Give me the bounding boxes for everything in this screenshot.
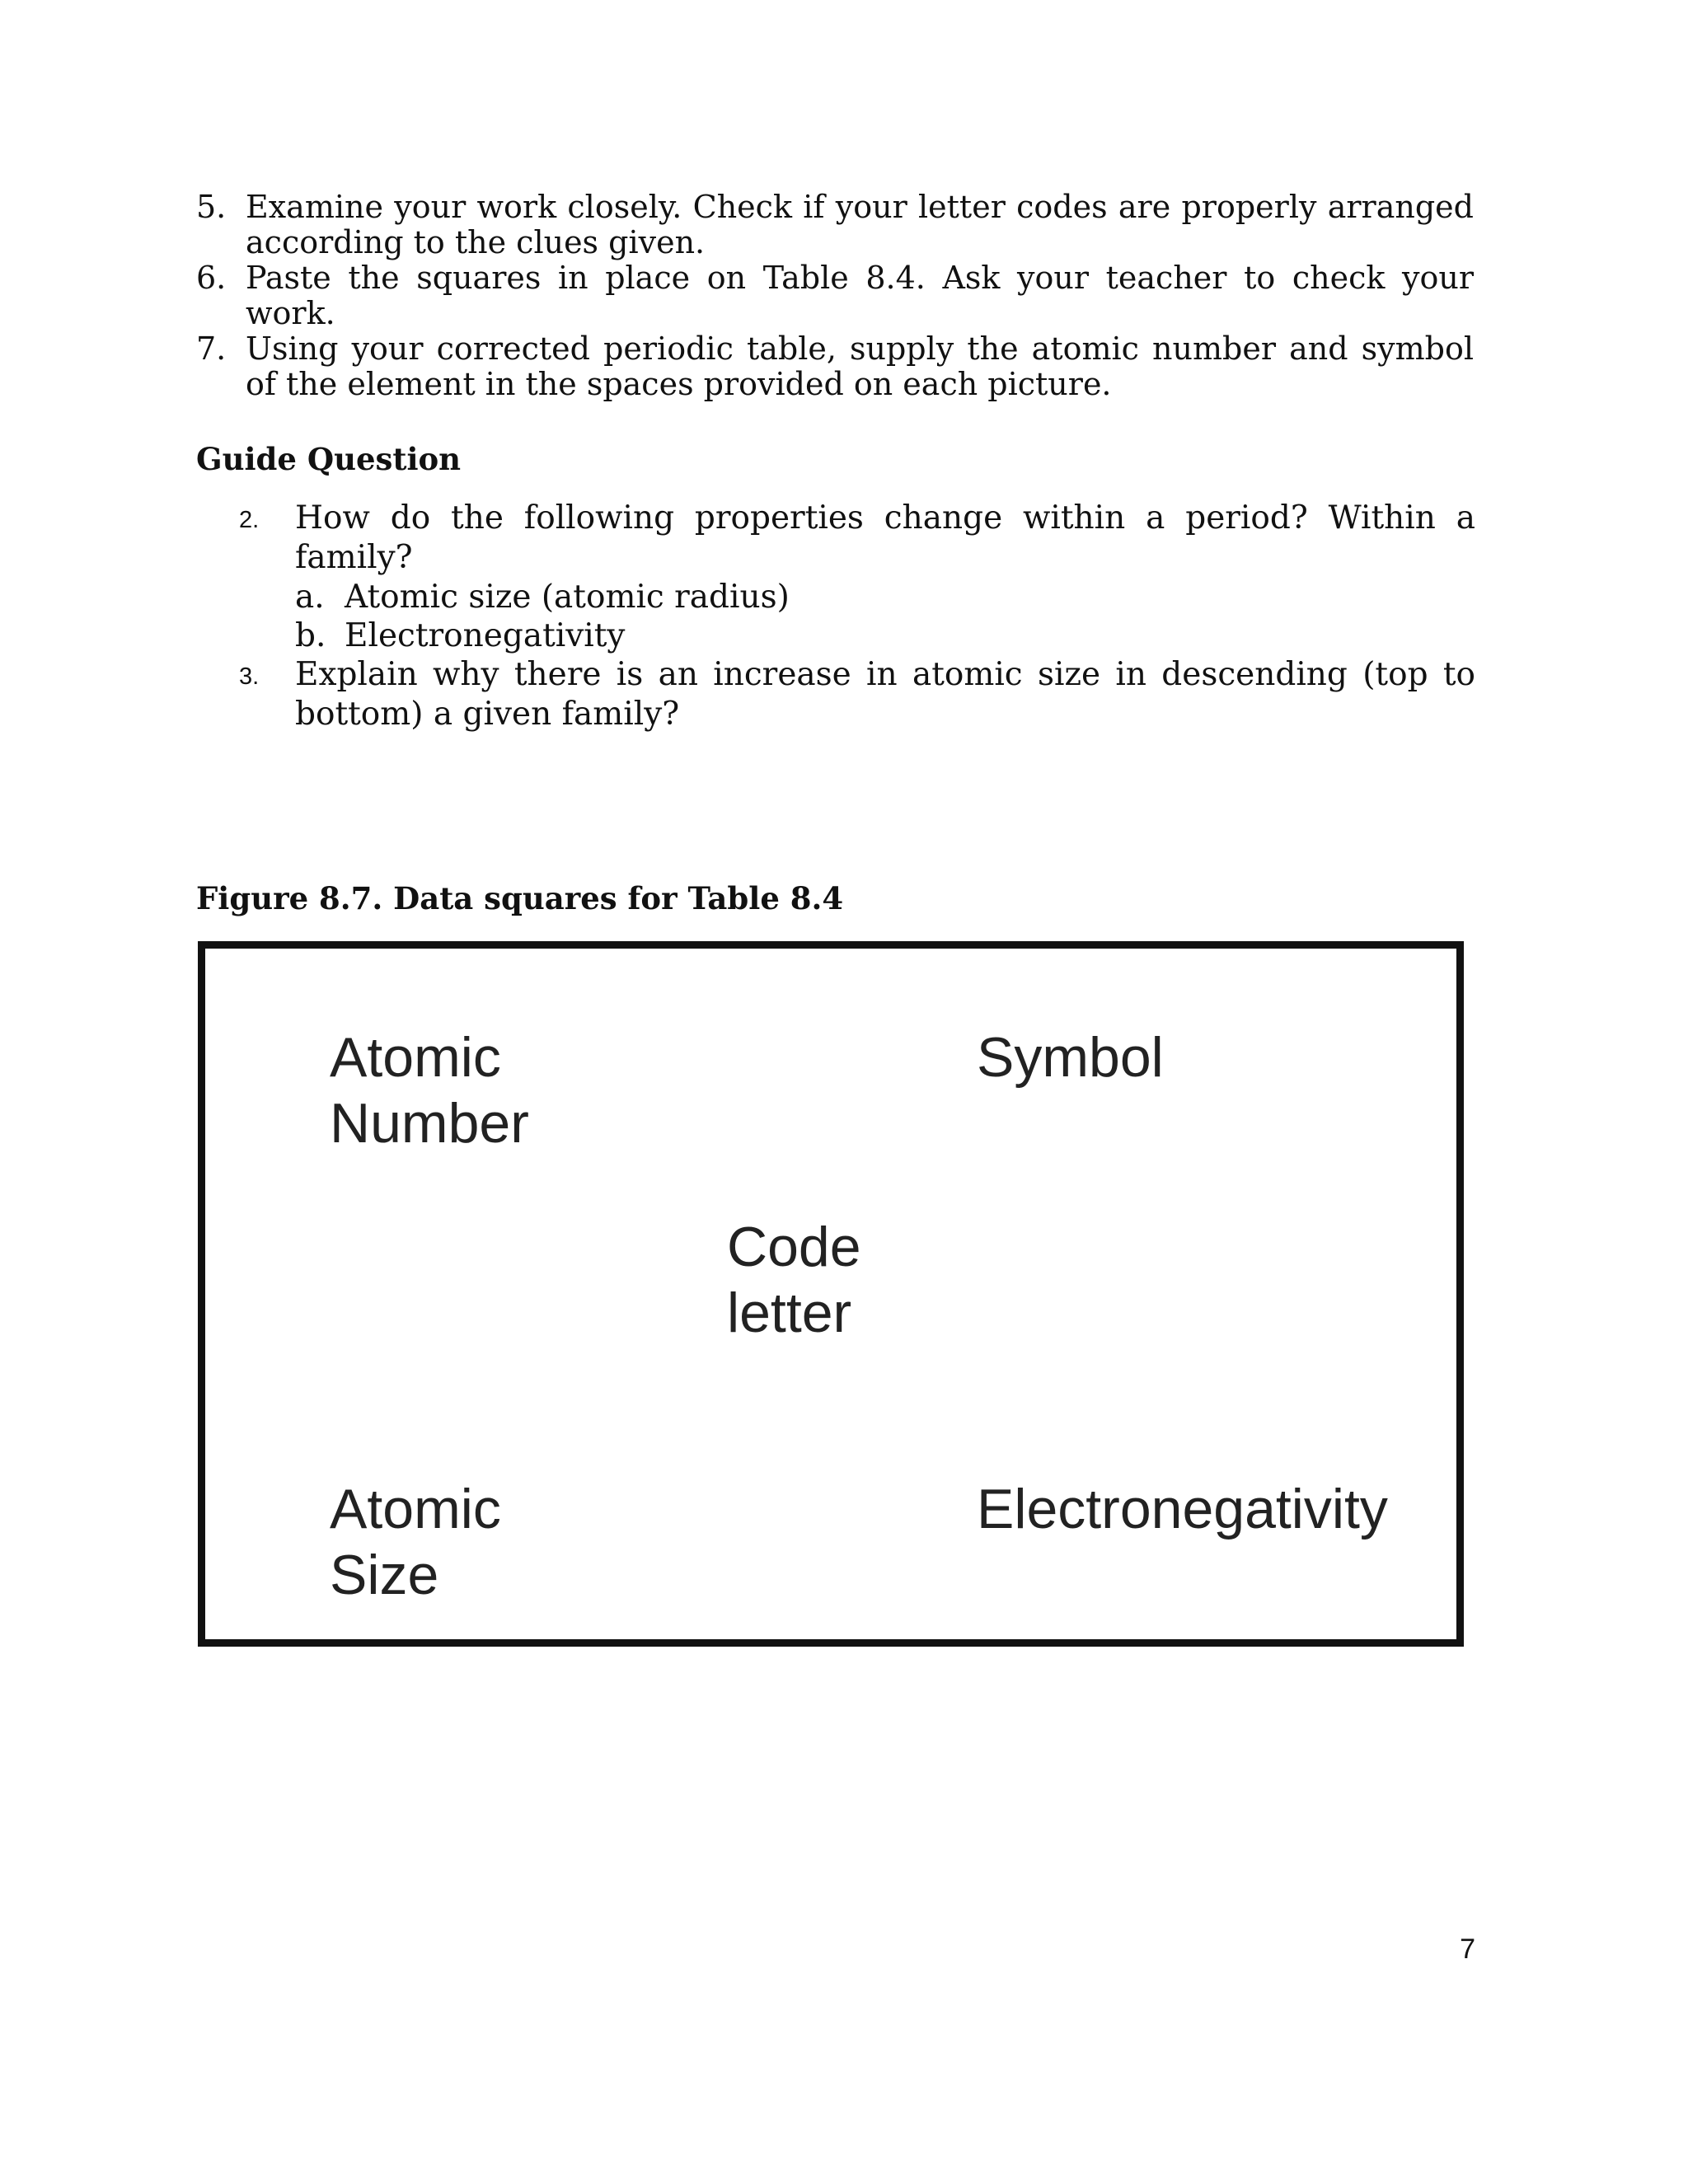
step-number: 6. — [196, 260, 227, 296]
subitem-label: a. — [295, 579, 325, 616]
symbol-label: Symbol — [977, 1026, 1164, 1089]
step-text: Using your corrected periodic table, supply the atomic number and symbol of the element in the spaces provided on each picture. — [246, 330, 1474, 402]
procedure-steps — [196, 190, 1474, 402]
question-number: 3. — [239, 663, 260, 690]
subitem-b — [295, 616, 1475, 655]
procedure-step-7 — [196, 331, 1474, 402]
procedure-step-6 — [196, 260, 1474, 331]
guide-question-heading: Guide Question — [196, 441, 462, 477]
label-line: Atomic — [330, 1026, 501, 1089]
data-square-diagram — [198, 941, 1464, 1647]
step-text: Paste the squares in place on Table 8.4. Ask your teacher to check your work. — [246, 260, 1474, 331]
figure-caption: Figure 8.7. Data squares for Table 8.4 — [196, 880, 844, 916]
procedure-step-5 — [196, 190, 1474, 260]
subitem-label: b. — [295, 617, 326, 654]
atomic-number-label — [330, 1024, 529, 1156]
subitem-text: Atomic size (atomic radius) — [345, 579, 790, 616]
subitem-text: Electronegativity — [345, 617, 626, 654]
label-line: Atomic — [330, 1478, 501, 1540]
question-subitems — [295, 578, 1475, 655]
question-text: Explain why there is an increase in atomic size in descending (top to bottom) a given family? — [295, 656, 1475, 733]
atomic-size-label — [330, 1476, 501, 1608]
label-line: Code — [727, 1216, 861, 1278]
step-number: 5. — [196, 189, 227, 225]
step-text: Examine your work closely. Check if your letter codes are properly arranged according to the clues given. — [246, 189, 1474, 260]
label-line: letter — [727, 1282, 852, 1344]
guide-question-3 — [239, 655, 1475, 734]
question-text: How do the following properties change within a period? Within a family? — [295, 499, 1475, 576]
page-number: 7 — [1460, 1933, 1475, 1965]
code-letter-label — [727, 1214, 861, 1346]
electronegativity-label: Electronegativity — [977, 1478, 1388, 1540]
label-line: Size — [330, 1544, 439, 1606]
guide-questions — [239, 499, 1475, 734]
guide-question-2 — [239, 499, 1475, 578]
label-line: Number — [330, 1092, 529, 1155]
step-number: 7. — [196, 330, 227, 367]
subitem-a — [295, 578, 1475, 616]
question-number: 2. — [239, 507, 260, 533]
